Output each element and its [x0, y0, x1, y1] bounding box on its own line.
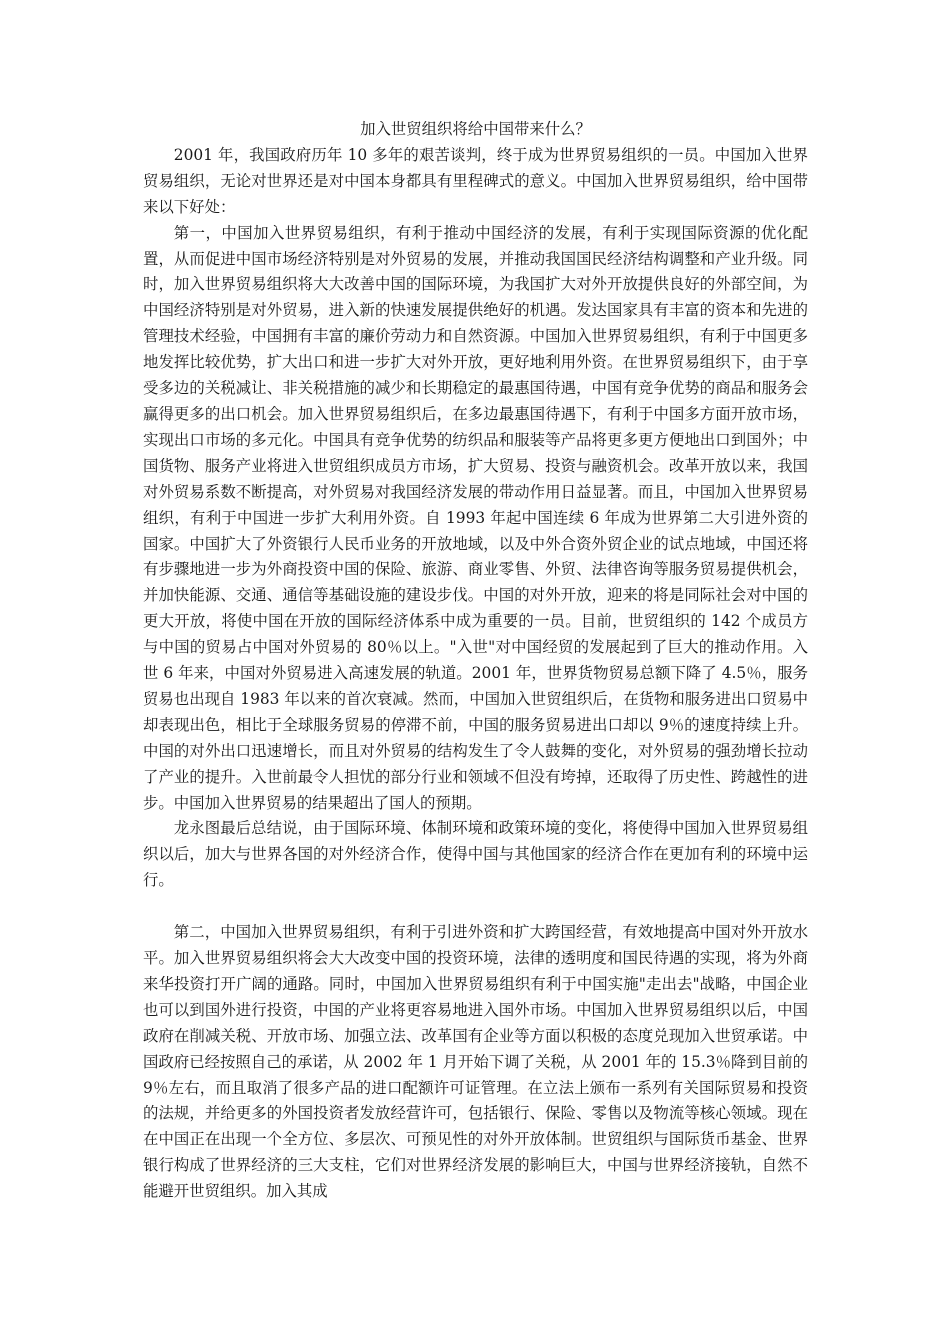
document-title: 加入世贸组织将给中国带来什么？ — [360, 120, 591, 138]
paragraph-summary: 龙永图最后总结说，由于国际环境、体制环境和政策环境的变化，将使得中国加入世界贸易组织以后，加大与世界各国的对外经济合作，使得中国与其他国家的经济合作在更加有利的环境中运行。 — [143, 819, 808, 890]
paragraph-second-benefit: 第二，中国加入世界贸易组织，有利于引进外资和扩大跨国经营，有效地提高中国对外开放水平。加入世界贸易组织将会大大改变中国的投资环境，法律的透明度和国民待遇的实现，将为外商来华投资打开广阔的通路。同时，中国加入世界贸易组织有利于中国实施"走出去"战略，中国企业也可以到国外进行投资，中国的产业将更容易地进入国外市场。中国加入世界贸易组织以后，中国政府在削减关税、开放市场、加强立法、改革国有企业等方面以积极的态度兑现加入世贸承诺。中国政府已经按照自己的承诺，从 2002 年 1 月开始下调了关税，从 2001 年的 15.3％降到目前的 9％左右，而且取消了很多产品的进口配额许可证管理。在立法上颁布一系列有关国际贸易和投资的法规，并给更多的外国投资者发放经营许可，包括银行、保险、零售以及物流等核心领域。现在在中国正在出现一个全方位、多层次、可预见性的对外开放体制。世贸组织与国际货币基金、世界银行构成了世界经济的三大支柱，它们对世界经济发展的影响巨大，中国与世界经济接轨，自然不能避开世贸组织。加入其成 — [143, 923, 808, 1201]
document-page — [143, 117, 808, 1205]
paragraph-spacer — [143, 894, 808, 920]
paragraph-intro: 2001 年，我国政府历年 10 多年的艰苦谈判，终于成为世界贸易组织的一员。中国加入世界贸易组织，无论对世界还是对中国本身都具有里程碑式的意义。中国加入世界贸易组织，给中国带来以下好处： — [143, 145, 808, 216]
paragraph-first-benefit: 第一，中国加入世界贸易组织，有利于推动中国经济的发展，有利于实现国际资源的优化配置，从而促进中国市场经济特别是对外贸易的发展，并推动我国国民经济结构调整和产业升级。同时，加入世界贸易组织将大大改善中国的国际环境，为我国扩大对外开放提供良好的外部空间，为中国经济特别是对外贸易，进入新的快速发展提供绝好的机遇。发达国家具有丰富的资本和先进的管理技术经验，中国拥有丰富的廉价劳动力和自然资源。中国加入世界贸易组织，有利于中国更多地发挥比较优势，扩大出口和进一步扩大对外开放，更好地利用外资。在世界贸易组织下，由于享受多边的关税减让、非关税措施的减少和长期稳定的最惠国待遇，中国有竞争优势的商品和服务会赢得更多的出口机会。加入世界贸易组织后，在多边最惠国待遇下，有利于中国多方面开放市场，实现出口市场的多元化。中国具有竞争优势的纺织品和服装等产品将更多更方便地出口到国外；中国货物、服务产业将进入世贸组织成员方市场，扩大贸易、投资与融资机会。改革开放以来，我国对外贸易系数不断提高，对外贸易对我国经济发展的带动作用日益显著。而且，中国加入世界贸易组织，有利于中国进一步扩大利用外资。自 1993 年起中国连续 6 年成为世界第二大引进外资的国家。中国扩大了外资银行人民币业务的开放地域，以及中外合资外贸企业的试点地域，中国还将有步骤地进一步为外商投资中国的保险、旅游、商业零售、外贸、法律咨询等服务贸易提供机会，并加快能源、交通、通信等基础设施的建设步伐。中国的对外开放，迎来的将是同际社会对中国的更大开放，将使中国在开放的国际经济体系中成为重要的一员。目前，世贸组织的 142 个成员方与中国的贸易占中国对外贸易的 80％以上。"入世"对中国经贸的发展起到了巨大的推动作用。入世 6 年来，中国对外贸易进入高速发展的轨道。2001 年，世界货物贸易总额下降了 4.5％，服务贸易也出现自 1983 年以来的首次衰减。然而，中国加入世贸组织后，在货物和服务进出口贸易中却表现出色，相比于全球服务贸易的停滞不前，中国的服务贸易进出口却以 9％的速度持续上升。中国的对外出口迅速增长，而且对外贸易的结构发生了令人鼓舞的变化，对外贸易的强劲增长拉动了产业的提升。入世前最令人担忧的部分行业和领域不但没有垮掉，还取得了历史性、跨越性的进步。中国加入世界贸易的结果超出了国人的预期。 — [143, 223, 808, 812]
